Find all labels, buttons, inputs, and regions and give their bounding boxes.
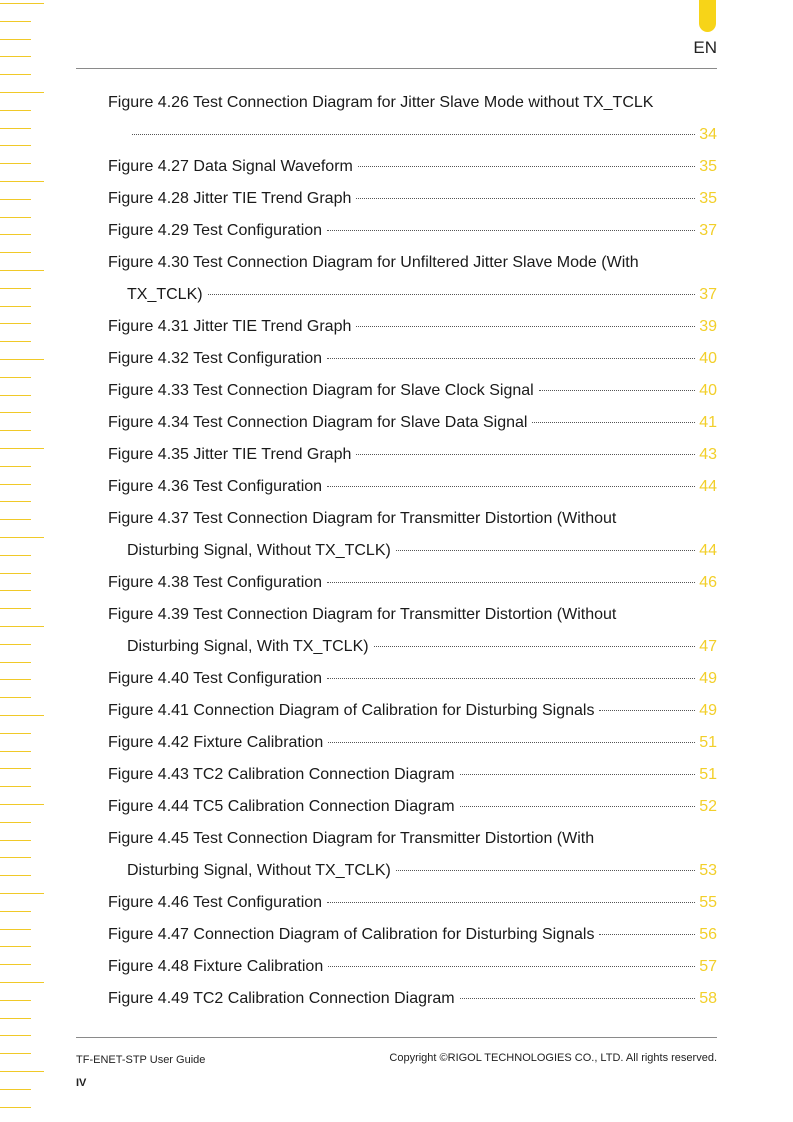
toc-entry[interactable] xyxy=(0,983,793,1015)
toc-entry-title: Disturbing Signal, With TX_TCLK) xyxy=(127,638,369,655)
toc-entry[interactable] xyxy=(0,599,793,663)
toc-leader-dots xyxy=(327,582,695,583)
toc-entry-page[interactable]: 40 xyxy=(699,350,717,367)
toc-leader-dots xyxy=(327,230,695,231)
toc-entry-page[interactable]: 56 xyxy=(699,926,717,943)
toc-entry-title: Figure 4.38 Test Configuration xyxy=(108,574,323,591)
toc-entry[interactable] xyxy=(0,567,793,599)
ruler-tick xyxy=(0,56,31,57)
toc-entry-page[interactable]: 58 xyxy=(699,990,717,1007)
toc-entry-title: Figure 4.37 Test Connection Diagram for Transmitter Distortion (Without xyxy=(108,510,617,527)
toc-leader-dots xyxy=(539,390,695,391)
ruler-tick xyxy=(0,39,31,40)
toc-entry[interactable] xyxy=(0,759,793,791)
toc-leader-dots xyxy=(327,678,695,679)
toc-entry-page[interactable]: 44 xyxy=(699,478,717,495)
toc-entry-title: Figure 4.44 TC5 Calibration Connection Diagram xyxy=(108,798,455,815)
toc-leader-dots xyxy=(132,134,695,135)
ruler-tick xyxy=(0,1071,44,1072)
toc-entry-title: Figure 4.45 Test Connection Diagram for Transmitter Distortion (With xyxy=(108,830,595,847)
toc-entry-page[interactable]: 51 xyxy=(699,766,717,783)
ruler-tick xyxy=(0,21,31,22)
toc-entry[interactable] xyxy=(0,375,793,407)
toc-entry[interactable] xyxy=(0,215,793,247)
toc-entry-title: TX_TCLK) xyxy=(127,286,203,303)
toc-entry-title: Figure 4.30 Test Connection Diagram for Unfiltered Jitter Slave Mode (With xyxy=(108,254,639,271)
ruler-tick xyxy=(0,1107,31,1108)
language-label: EN xyxy=(693,38,717,57)
toc-leader-dots xyxy=(358,166,695,167)
toc-entry-page[interactable]: 39 xyxy=(699,318,717,335)
footer-rule xyxy=(76,1037,717,1038)
toc-entry-title: Figure 4.28 Jitter TIE Trend Graph xyxy=(108,190,352,207)
toc-entry-title: Figure 4.41 Connection Diagram of Calibration for Disturbing Signals xyxy=(108,702,595,719)
toc-entry-page[interactable]: 53 xyxy=(699,862,717,879)
toc-leader-dots xyxy=(328,742,695,743)
footer-doc-title: TF-ENET-STP User Guide xyxy=(76,1054,206,1066)
header-rule xyxy=(76,68,717,69)
toc-entry-page[interactable]: 41 xyxy=(699,414,717,431)
toc-leader-dots xyxy=(532,422,695,423)
toc-entry-page[interactable]: 37 xyxy=(699,222,717,239)
toc-leader-dots xyxy=(460,774,695,775)
toc-entry-page[interactable]: 47 xyxy=(699,638,717,655)
toc-entry-title: Disturbing Signal, Without TX_TCLK) xyxy=(127,542,391,559)
ruler-tick xyxy=(0,1018,31,1019)
toc-entry[interactable] xyxy=(0,503,793,567)
toc-leader-dots xyxy=(327,358,695,359)
ruler-tick xyxy=(0,1053,31,1054)
toc-entry-page[interactable]: 43 xyxy=(699,446,717,463)
ruler-tick xyxy=(0,74,31,75)
toc-entry[interactable] xyxy=(0,695,793,727)
toc-leader-dots xyxy=(327,486,695,487)
toc-leader-dots xyxy=(460,806,695,807)
toc-entry-title: Figure 4.49 TC2 Calibration Connection Diagram xyxy=(108,990,455,1007)
ruler-tick xyxy=(0,3,44,4)
toc-entry[interactable] xyxy=(0,887,793,919)
toc-entry-page[interactable]: 35 xyxy=(699,158,717,175)
toc-entry-title: Figure 4.42 Fixture Calibration xyxy=(108,734,324,751)
toc-entry-title: Figure 4.48 Fixture Calibration xyxy=(108,958,324,975)
toc-entry-title: Figure 4.32 Test Configuration xyxy=(108,350,323,367)
toc-entry[interactable] xyxy=(0,151,793,183)
toc-entry-page[interactable]: 49 xyxy=(699,670,717,687)
toc-entry-title: Disturbing Signal, Without TX_TCLK) xyxy=(127,862,391,879)
toc-entry-page[interactable]: 55 xyxy=(699,894,717,911)
toc-entry-page[interactable]: 46 xyxy=(699,574,717,591)
toc-entry-page[interactable]: 57 xyxy=(699,958,717,975)
toc-entry[interactable] xyxy=(0,919,793,951)
language-tab xyxy=(699,0,716,32)
toc-entry-page[interactable]: 49 xyxy=(699,702,717,719)
toc-entry[interactable] xyxy=(0,407,793,439)
table-of-figures xyxy=(0,87,793,1015)
toc-leader-dots xyxy=(599,710,695,711)
toc-leader-dots xyxy=(328,966,695,967)
toc-leader-dots xyxy=(356,454,695,455)
toc-entry-title: Figure 4.33 Test Connection Diagram for Slave Clock Signal xyxy=(108,382,534,399)
toc-entry[interactable] xyxy=(0,727,793,759)
toc-entry-title: Figure 4.26 Test Connection Diagram for Jitter Slave Mode without TX_TCLK xyxy=(108,94,654,111)
toc-entry-page[interactable]: 44 xyxy=(699,542,717,559)
toc-entry-title: Figure 4.36 Test Configuration xyxy=(108,478,323,495)
toc-entry[interactable] xyxy=(0,343,793,375)
toc-leader-dots xyxy=(208,294,695,295)
toc-leader-dots xyxy=(460,998,695,999)
toc-entry[interactable] xyxy=(0,951,793,983)
toc-leader-dots xyxy=(356,326,695,327)
footer-copyright: Copyright ©RIGOL TECHNOLOGIES CO., LTD. All rights reserved. xyxy=(389,1052,717,1064)
page-number: IV xyxy=(76,1077,87,1089)
toc-entry[interactable] xyxy=(0,87,793,151)
toc-leader-dots xyxy=(396,870,695,871)
toc-entry[interactable] xyxy=(0,791,793,823)
toc-entry-page[interactable]: 34 xyxy=(699,126,717,143)
ruler-tick xyxy=(0,1035,31,1036)
toc-entry-page[interactable]: 37 xyxy=(699,286,717,303)
toc-leader-dots xyxy=(356,198,695,199)
toc-entry[interactable] xyxy=(0,471,793,503)
toc-entry[interactable] xyxy=(0,663,793,695)
toc-entry[interactable] xyxy=(0,183,793,215)
toc-entry-title: Figure 4.31 Jitter TIE Trend Graph xyxy=(108,318,352,335)
toc-entry[interactable] xyxy=(0,247,793,311)
toc-entry-page[interactable]: 40 xyxy=(699,382,717,399)
toc-entry[interactable] xyxy=(0,311,793,343)
toc-leader-dots xyxy=(327,902,695,903)
toc-entry-title: Figure 4.47 Connection Diagram of Calibration for Disturbing Signals xyxy=(108,926,595,943)
toc-entry-page[interactable]: 51 xyxy=(699,734,717,751)
toc-entry-title: Figure 4.39 Test Connection Diagram for Transmitter Distortion (Without xyxy=(108,606,617,623)
toc-entry-title: Figure 4.46 Test Configuration xyxy=(108,894,323,911)
toc-entry-title: Figure 4.27 Data Signal Waveform xyxy=(108,158,353,175)
toc-entry[interactable] xyxy=(0,439,793,471)
toc-entry-title: Figure 4.43 TC2 Calibration Connection Diagram xyxy=(108,766,455,783)
toc-entry-page[interactable]: 35 xyxy=(699,190,717,207)
toc-entry-page[interactable]: 52 xyxy=(699,798,717,815)
toc-entry-title: Figure 4.34 Test Connection Diagram for Slave Data Signal xyxy=(108,414,528,431)
toc-leader-dots xyxy=(599,934,695,935)
toc-leader-dots xyxy=(396,550,695,551)
toc-entry-title: Figure 4.35 Jitter TIE Trend Graph xyxy=(108,446,352,463)
toc-entry-title: Figure 4.40 Test Configuration xyxy=(108,670,323,687)
toc-entry[interactable] xyxy=(0,823,793,887)
ruler-tick xyxy=(0,1089,31,1090)
toc-entry-title: Figure 4.29 Test Configuration xyxy=(108,222,323,239)
toc-leader-dots xyxy=(374,646,695,647)
